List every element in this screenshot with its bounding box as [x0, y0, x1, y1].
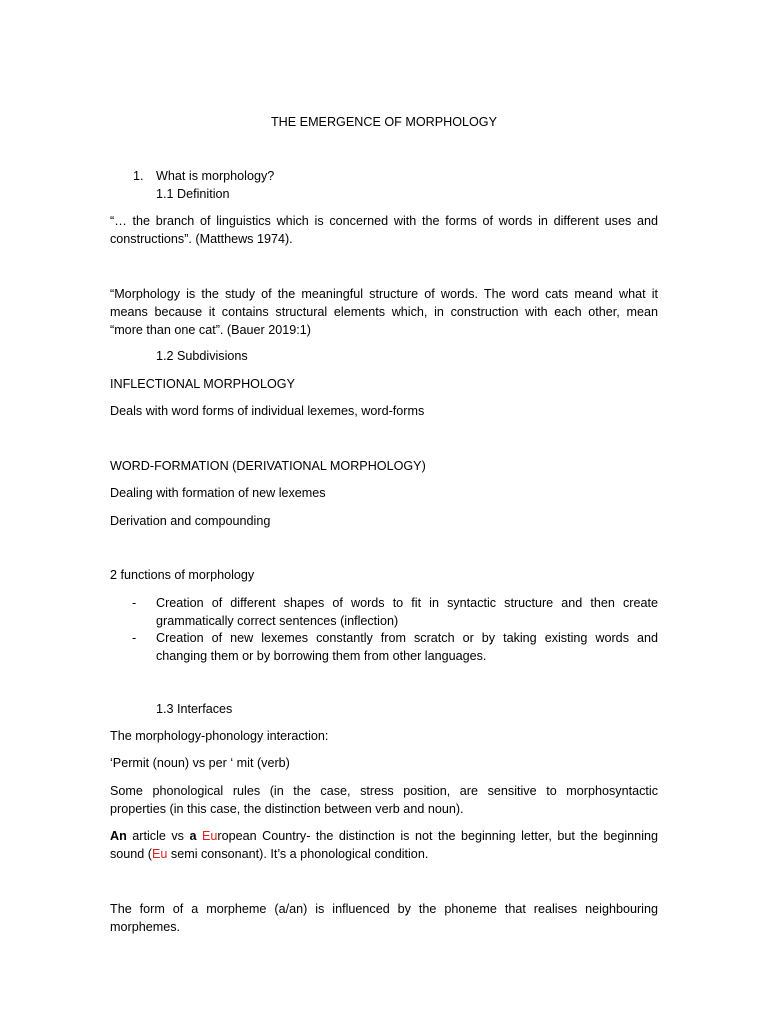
paragraph-line: properties (in this case, the distinction between verb and noun).	[110, 802, 464, 816]
quote-line: “more than one cat”. (Bauer 2019:1)	[110, 323, 311, 337]
list-bullet: -	[132, 596, 137, 610]
highlight: Eu	[201, 829, 218, 843]
list-item-line: grammatically correct sentences (inflection)	[156, 614, 399, 628]
quote-line: constructions”. (Matthews 1974).	[110, 232, 293, 246]
paragraph: ‘Permit (noun) vs per ‘ mit (verb)	[110, 756, 290, 770]
list-bullet: -	[132, 631, 137, 645]
category-heading: WORD-FORMATION (DERIVATIONAL MORPHOLOGY)	[110, 459, 426, 473]
list-item-line: changing them or by borrowing them from other languages.	[156, 649, 487, 663]
paragraph: Deals with word forms of individual lexemes, word-forms	[110, 404, 425, 418]
subsection-heading: 1.3 Interfaces	[156, 702, 233, 716]
paragraph-line: morphemes.	[110, 920, 180, 934]
paragraph-line: sound (Eu semi consonant). It’s a phonological condition.	[110, 847, 429, 861]
paragraph: 2 functions of morphology	[110, 568, 255, 582]
paragraph: Derivation and compounding	[110, 514, 271, 528]
section-heading: What is morphology?	[156, 169, 275, 183]
paragraph-line: The form of a morpheme (a/an) is influenced by the phoneme that realises neighbouring	[110, 902, 658, 916]
document-title: THE EMERGENCE OF MORPHOLOGY	[270, 115, 497, 129]
quote-line: means because it contains structural elements which, in construction with each other, mean	[110, 305, 658, 319]
highlight: Eu	[152, 847, 168, 861]
quote-line: “Morphology is the study of the meaningful structure of words. The word cats meand what it	[110, 287, 658, 301]
emphasis: a	[189, 829, 197, 843]
subsection-heading: 1.1 Definition	[156, 187, 230, 201]
quote-line: “… the branch of linguistics which is concerned with the forms of words in different uses and	[110, 214, 658, 228]
paragraph-line: Some phonological rules (in the case, stress position, are sensitive to morphosyntactic	[110, 784, 658, 798]
category-heading: INFLECTIONAL MORPHOLOGY	[110, 377, 295, 391]
paragraph-line: An article vs a European Country- the distinction is not the beginning letter, but the beginning	[110, 829, 658, 843]
emphasis: An	[110, 829, 127, 843]
section-number: 1.	[133, 169, 144, 183]
list-item-line: Creation of different shapes of words to fit in syntactic structure and then create	[156, 596, 658, 610]
paragraph: Dealing with formation of new lexemes	[110, 486, 326, 500]
list-item-line: Creation of new lexemes constantly from scratch or by taking existing words and	[156, 631, 658, 645]
paragraph: The morphology-phonology interaction:	[110, 729, 329, 743]
subsection-heading: 1.2 Subdivisions	[156, 349, 248, 363]
